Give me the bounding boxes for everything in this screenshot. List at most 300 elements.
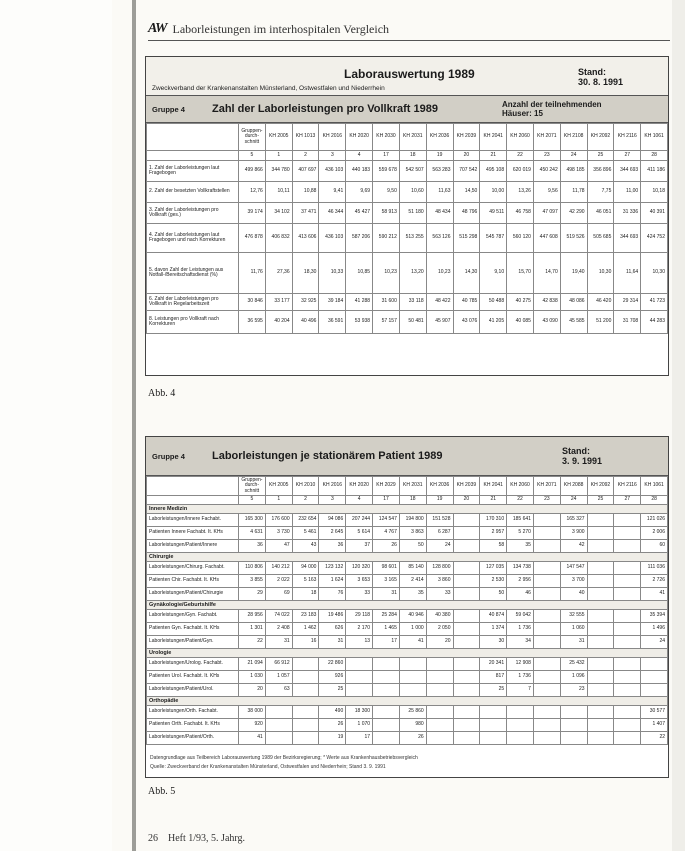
table-cell: KH 2116	[614, 124, 641, 151]
table-cell: 542 507	[399, 161, 426, 182]
table-cell	[614, 514, 641, 527]
table-cell	[587, 719, 614, 732]
table-cell: 5. davon Zahl der Leistungen aus Notfall-/Bereitschaftsdienst (%)	[147, 253, 239, 294]
table-cell: 19,40	[560, 253, 587, 294]
table-cell	[614, 623, 641, 636]
table-cell: 560 120	[507, 224, 534, 253]
table-cell: KH 1061	[641, 477, 668, 496]
table-cell: 47	[265, 540, 292, 553]
table-cell: 57 157	[373, 311, 400, 334]
table-cell: 2 956	[507, 575, 534, 588]
table-cell: 980	[399, 719, 426, 732]
table-cell: 28 956	[239, 610, 266, 623]
table-cell: 27,36	[265, 253, 292, 294]
table-cell: 147 547	[560, 562, 587, 575]
table-cell: 24	[560, 151, 587, 161]
table-cell	[533, 684, 560, 697]
table-cell: 22	[239, 636, 266, 649]
page-edge	[672, 0, 685, 851]
table-cell: 33 118	[399, 294, 426, 311]
table-row	[147, 623, 668, 636]
table-cell: KH 2039	[453, 477, 480, 496]
table-cell: 22	[641, 732, 668, 745]
table-cell: 20	[426, 636, 453, 649]
table-cell	[560, 706, 587, 719]
table-cell: 17	[373, 496, 400, 505]
table-cell: Patienten Gyn. Fachabt. It. KHs	[147, 623, 239, 636]
table-cell: 3 700	[560, 575, 587, 588]
table-cell: Gruppen- durch- schnitt	[239, 124, 266, 151]
journal-logo: AW	[148, 21, 167, 36]
table-cell: 9,10	[480, 253, 507, 294]
page-margin	[0, 0, 112, 851]
table-cell: KH 2036	[426, 124, 453, 151]
table-cell: 10,23	[373, 253, 400, 294]
table-cell	[399, 684, 426, 697]
table-cell: 1 000	[399, 623, 426, 636]
table-cell	[533, 658, 560, 671]
table-cell: 6. Zahl der Laborleistungen pro Vollkraft in Regelarbeitszeit	[147, 294, 239, 311]
table-cell: KH 2116	[614, 477, 641, 496]
table-cell: 134 738	[507, 562, 534, 575]
table-cell: 9,69	[346, 182, 373, 203]
table-cell	[453, 514, 480, 527]
table-cell	[587, 527, 614, 540]
table-cell: Chirurgie	[147, 553, 668, 562]
table-cell: 31	[373, 588, 400, 601]
header-rule	[148, 40, 670, 41]
panel-laborleistungen-patient	[145, 436, 669, 778]
panel2-stand	[562, 446, 602, 467]
table-cell: 424 752	[641, 224, 668, 253]
table-cell: 18	[292, 588, 319, 601]
table-cell: 440 183	[346, 161, 373, 182]
table-cell	[426, 732, 453, 745]
table-cell	[292, 684, 319, 697]
figure-caption-abb5: Abb. 5	[148, 786, 176, 797]
table-cell: 499 866	[239, 161, 266, 182]
table-cell	[453, 623, 480, 636]
table-cell: 46 758	[507, 203, 534, 224]
table-cell: 7	[507, 684, 534, 697]
table-cell: 25	[587, 496, 614, 505]
table-cell: 23	[533, 151, 560, 161]
panel1-head	[146, 57, 668, 96]
panel1-stand	[578, 67, 623, 88]
section-row	[147, 697, 668, 706]
table-cell: 36 591	[319, 311, 346, 334]
table-cell	[373, 732, 400, 745]
table-cell	[480, 719, 507, 732]
table-cell: 24	[426, 540, 453, 553]
table-cell: 33	[346, 588, 373, 601]
table-cell: KH 2016	[319, 124, 346, 151]
table-cell: 23 183	[292, 610, 319, 623]
table-cell: 19	[426, 151, 453, 161]
table-cell: 47 097	[533, 203, 560, 224]
stand-date: 3. 9. 1991	[562, 456, 603, 466]
section-row	[147, 649, 668, 658]
table-cell: 53 938	[346, 311, 373, 334]
table-cell: 10,18	[641, 182, 668, 203]
table-cell: 60	[641, 540, 668, 553]
table-cell: 18 300	[346, 706, 373, 719]
table-cell	[453, 562, 480, 575]
table-cell	[587, 588, 614, 601]
table-cell: 1 374	[480, 623, 507, 636]
table-cell: 46	[507, 588, 534, 601]
table-cell: KH 2020	[346, 477, 373, 496]
table-cell: 29 118	[346, 610, 373, 623]
table-cell: Laborleistungen/Patient/Gyn.	[147, 636, 239, 649]
table-cell: 42 290	[560, 203, 587, 224]
figure-caption-abb4: Abb. 4	[148, 388, 176, 399]
table-cell: 590 212	[373, 224, 400, 253]
table-cell: 13,20	[399, 253, 426, 294]
table-cell: 74 022	[265, 610, 292, 623]
table-cell: 25 284	[373, 610, 400, 623]
table-cell	[533, 514, 560, 527]
table-cell	[587, 684, 614, 697]
table-cell: 110 806	[239, 562, 266, 575]
table-cell: 85 140	[399, 562, 426, 575]
panel1-heading: Zahl der Laborleistungen pro Vollkraft 1989	[212, 103, 438, 115]
table-cell: 41	[239, 732, 266, 745]
table-cell: 36	[239, 540, 266, 553]
table-cell: 43 076	[453, 311, 480, 334]
table-cell: 15,70	[507, 253, 534, 294]
table-cell: 21	[480, 496, 507, 505]
table-cell: 16	[292, 636, 319, 649]
table-cell: 11,64	[614, 253, 641, 294]
table-cell: 513 255	[399, 224, 426, 253]
table-cell: 1. Zahl der Laborleistungen laut Fragebogen	[147, 161, 239, 182]
issue-info: Heft 1/93, 5. Jahrg.	[168, 833, 246, 844]
table-cell: 41 288	[346, 294, 373, 311]
table-cell	[533, 575, 560, 588]
table-cell: KH 2060	[507, 124, 534, 151]
table-cell: 563 283	[426, 161, 453, 182]
table-cell: KH 2039	[453, 124, 480, 151]
table-cell: 17	[346, 732, 373, 745]
table-cell	[587, 706, 614, 719]
table-cell	[614, 588, 641, 601]
table-cell: Laborleistungen/Chirurg. Fachabt.	[147, 562, 239, 575]
table-cell: 3	[319, 496, 346, 505]
table-index-row	[147, 151, 668, 161]
table-cell: KH 2092	[587, 124, 614, 151]
table-cell: 22	[507, 496, 534, 505]
table-row	[147, 636, 668, 649]
houses-label: Anzahl der teilnehmenden	[502, 99, 602, 109]
table-header-row	[147, 124, 668, 151]
table-cell: 3 860	[426, 575, 453, 588]
table-cell: 207 244	[346, 514, 373, 527]
table-cell: Patienten Chir. Fachabt. It. KHs	[147, 575, 239, 588]
table-cell: 20	[453, 151, 480, 161]
panel1-band	[146, 96, 668, 123]
table-cell: 10,30	[641, 253, 668, 294]
panel2-table	[146, 476, 668, 745]
table-cell	[373, 684, 400, 697]
table-cell	[507, 732, 534, 745]
table-cell	[373, 671, 400, 684]
section-row	[147, 553, 668, 562]
table-cell: Laborleistungen/Patient/Innere	[147, 540, 239, 553]
table-cell: 25 860	[399, 706, 426, 719]
table-cell: KH 2108	[560, 124, 587, 151]
table-cell: 5 163	[292, 575, 319, 588]
table-cell: 31	[319, 636, 346, 649]
table-cell	[507, 719, 534, 732]
table-row	[147, 203, 668, 224]
table-cell	[614, 658, 641, 671]
table-cell: 559 678	[373, 161, 400, 182]
table-cell: 12 908	[507, 658, 534, 671]
table-cell: 194 800	[399, 514, 426, 527]
table-cell: 51 200	[587, 311, 614, 334]
page-number: 26	[148, 833, 158, 844]
table-cell: 1 030	[239, 671, 266, 684]
table-cell	[346, 658, 373, 671]
table-cell: 563 126	[426, 224, 453, 253]
table-cell: 140 212	[265, 562, 292, 575]
table-cell: 490	[319, 706, 346, 719]
table-cell: 10,30	[587, 253, 614, 294]
table-cell: 48 422	[426, 294, 453, 311]
table-row	[147, 294, 668, 311]
table-cell	[399, 658, 426, 671]
table-cell: 5 461	[292, 527, 319, 540]
table-row	[147, 514, 668, 527]
table-cell: 2 006	[641, 527, 668, 540]
table-cell: KH 2036	[426, 477, 453, 496]
table-cell: 3 730	[265, 527, 292, 540]
table-row	[147, 658, 668, 671]
corner-cell	[147, 124, 239, 151]
table-cell: 35 394	[641, 610, 668, 623]
header-title: Laborleistungen im interhospitalen Vergleich	[172, 21, 390, 36]
table-row	[147, 311, 668, 334]
table-cell: 11,76	[239, 253, 266, 294]
table-cell: 48 796	[453, 203, 480, 224]
table-cell	[587, 671, 614, 684]
table-cell: Laborleistungen/Patient/Orth.	[147, 732, 239, 745]
table-cell: 18	[399, 496, 426, 505]
table-cell	[292, 719, 319, 732]
table-cell: 32 925	[292, 294, 319, 311]
table-cell: 22 860	[319, 658, 346, 671]
table-cell: 40 085	[507, 311, 534, 334]
table-cell: 4	[346, 496, 373, 505]
table-row	[147, 224, 668, 253]
table-cell: 63	[265, 684, 292, 697]
table-cell: 3. Zahl der Laborleistungen pro Vollkraft (ges.)	[147, 203, 239, 224]
table-cell: 33 177	[265, 294, 292, 311]
table-cell: 505 685	[587, 224, 614, 253]
table-cell: 5 614	[346, 527, 373, 540]
table-cell: 33	[426, 588, 453, 601]
table-cell: 24	[560, 496, 587, 505]
table-cell: 19	[319, 732, 346, 745]
table-cell: 626	[319, 623, 346, 636]
table-cell: 1	[265, 496, 292, 505]
table-cell: 19	[426, 496, 453, 505]
table-cell: 46 051	[587, 203, 614, 224]
table-cell: 6 287	[426, 527, 453, 540]
table-cell: Innere Medizin	[147, 505, 668, 514]
table-cell: 411 186	[641, 161, 668, 182]
table-cell	[587, 732, 614, 745]
table-cell	[507, 706, 534, 719]
table-cell	[587, 540, 614, 553]
table-cell	[265, 706, 292, 719]
table-row	[147, 706, 668, 719]
table-cell: 40 946	[399, 610, 426, 623]
table-cell: 50	[399, 540, 426, 553]
table-cell	[614, 527, 641, 540]
table-cell: 30 846	[239, 294, 266, 311]
table-cell: 43	[292, 540, 319, 553]
table-cell	[614, 636, 641, 649]
table-cell: 14,50	[453, 182, 480, 203]
table-cell: 3	[319, 151, 346, 161]
table-cell	[480, 732, 507, 745]
table-cell: 8. Leistungen pro Vollkraft nach Korrekturen	[147, 311, 239, 334]
table-cell: 17	[373, 151, 400, 161]
table-cell: Laborleistungen/Patient/Chirurgie	[147, 588, 239, 601]
table-cell: 12,76	[239, 182, 266, 203]
table-cell: 185 641	[507, 514, 534, 527]
table-cell: 58	[480, 540, 507, 553]
table-cell: 3 653	[346, 575, 373, 588]
table-cell	[453, 610, 480, 623]
table-cell	[426, 684, 453, 697]
table-cell: 49 511	[480, 203, 507, 224]
table-cell: 356 896	[587, 161, 614, 182]
table-cell: 7,75	[587, 182, 614, 203]
table-row	[147, 575, 668, 588]
table-cell	[614, 719, 641, 732]
panel2-band	[146, 437, 668, 476]
table-cell: 407 697	[292, 161, 319, 182]
table-cell: 920	[239, 719, 266, 732]
table-cell: 1 736	[507, 671, 534, 684]
table-row	[147, 182, 668, 203]
table-cell	[560, 719, 587, 732]
table-cell: 48 086	[560, 294, 587, 311]
table-cell: 3 900	[560, 527, 587, 540]
table-cell	[292, 732, 319, 745]
table-cell: KH 2031	[399, 477, 426, 496]
table-cell	[292, 706, 319, 719]
table-cell: KH 1061	[641, 124, 668, 151]
table-cell: 39 174	[239, 203, 266, 224]
table-row	[147, 527, 668, 540]
table-cell	[453, 671, 480, 684]
table-cell: 344 693	[614, 161, 641, 182]
table-cell: 24	[641, 636, 668, 649]
table-cell: 14,70	[533, 253, 560, 294]
table-cell: 495 108	[480, 161, 507, 182]
table-row	[147, 671, 668, 684]
table-cell: 165 327	[560, 514, 587, 527]
table-cell: 20	[239, 684, 266, 697]
table-cell: 436 103	[319, 161, 346, 182]
table-cell: 45 907	[426, 311, 453, 334]
table-cell: 69	[265, 588, 292, 601]
table-header-row	[147, 477, 668, 496]
panel-laborauswertung	[145, 56, 669, 376]
table-cell: 21	[480, 151, 507, 161]
table-cell: 817	[480, 671, 507, 684]
table-cell: 3 855	[239, 575, 266, 588]
table-cell: Laborleistungen/Gyn. Fachabt.	[147, 610, 239, 623]
table-cell: 344 780	[265, 161, 292, 182]
page-header	[148, 18, 668, 40]
table-cell	[533, 562, 560, 575]
table-cell: 11,78	[560, 182, 587, 203]
table-cell: 124 547	[373, 514, 400, 527]
table-cell: 41	[399, 636, 426, 649]
table-cell: 2 170	[346, 623, 373, 636]
table-cell: Patienten Innere Fachabt. It. KHs	[147, 527, 239, 540]
table-cell: 2 726	[641, 575, 668, 588]
table-cell	[453, 719, 480, 732]
table-cell: 34 102	[265, 203, 292, 224]
table-cell: 21 094	[239, 658, 266, 671]
table-cell: 31 708	[614, 311, 641, 334]
table-cell: 2 414	[399, 575, 426, 588]
table-cell	[614, 706, 641, 719]
table-cell: 128 800	[426, 562, 453, 575]
table-cell: 120 320	[346, 562, 373, 575]
table-cell: 11,00	[614, 182, 641, 203]
panel2-source: Quelle: Zweckverband der Krankenanstalten Münsterland, Ostwestfalen und Niederrhein; Stand 3. 9. 1991	[150, 764, 386, 770]
table-cell: 38 000	[239, 706, 266, 719]
stand-label: Stand:	[562, 445, 590, 456]
table-cell	[453, 588, 480, 601]
table-cell	[373, 658, 400, 671]
table-cell: 31	[265, 636, 292, 649]
table-cell	[533, 671, 560, 684]
table-cell: 121 026	[641, 514, 668, 527]
table-cell: 46 420	[587, 294, 614, 311]
table-cell: 25	[319, 684, 346, 697]
table-cell: 51 180	[399, 203, 426, 224]
table-cell: 40	[560, 588, 587, 601]
table-row	[147, 253, 668, 294]
table-cell: Laborleistungen/Innere Fachabt.	[147, 514, 239, 527]
table-cell: 23	[533, 496, 560, 505]
table-cell: 1 096	[560, 671, 587, 684]
table-cell: 40 380	[426, 610, 453, 623]
table-cell: 50 488	[480, 294, 507, 311]
table-cell: 36	[319, 540, 346, 553]
table-cell: 515 298	[453, 224, 480, 253]
table-cell: 22	[507, 151, 534, 161]
table-cell: 5	[239, 496, 266, 505]
table-cell: Gruppen- durch- schnitt	[239, 477, 266, 496]
table-cell: 4 631	[239, 527, 266, 540]
table-cell: 111 036	[641, 562, 668, 575]
table-cell: 37 471	[292, 203, 319, 224]
table-cell: 127 035	[480, 562, 507, 575]
table-cell: 1 465	[373, 623, 400, 636]
table-cell: 42	[560, 540, 587, 553]
section-row	[147, 505, 668, 514]
table-cell	[641, 684, 668, 697]
